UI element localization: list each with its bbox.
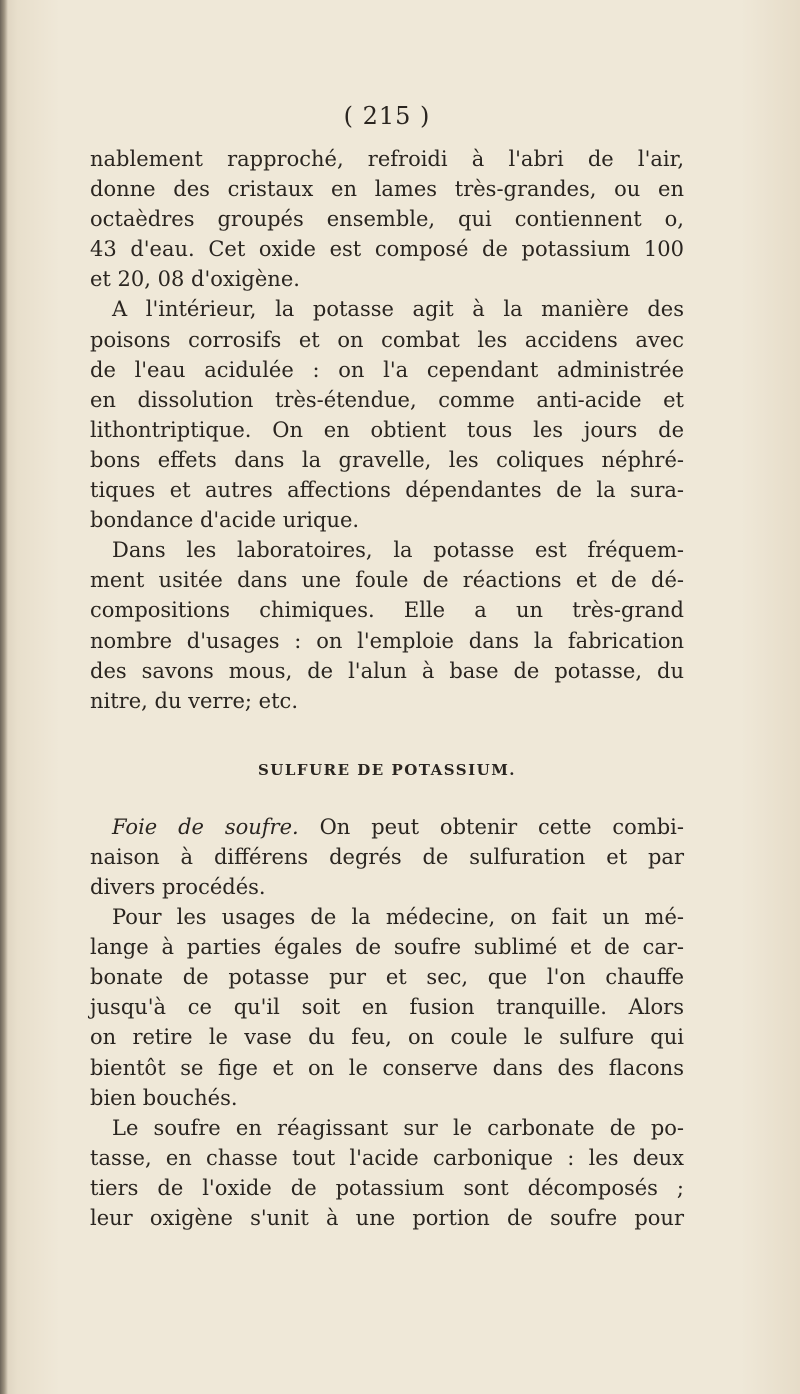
text-line: ment usitée dans une foule de réactions et de dé-	[90, 568, 684, 593]
text-line: bien bouchés.	[90, 1085, 238, 1110]
text-line: A l'intérieur, la potasse agit à la manière des	[112, 297, 684, 322]
page-number: ( 215 )	[343, 102, 431, 130]
page-content	[90, 100, 684, 1233]
text-line: de l'eau acidulée : on l'a cependant administrée	[90, 357, 684, 382]
italic-term: Foie de soufre.	[112, 814, 299, 839]
text-line: en dissolution très-étendue, comme anti-acide et	[90, 387, 684, 412]
paragraph-reaction	[90, 1113, 684, 1233]
text-line: nitre, du verre; etc.	[90, 688, 298, 713]
text-line: jusqu'à ce qu'il soit en fusion tranquille. Alors	[90, 995, 684, 1020]
binding-edge	[0, 0, 8, 1394]
text-line: des savons mous, de l'alun à base de potasse, du	[90, 658, 684, 683]
section-heading: SULFURE DE POTASSIUM.	[257, 760, 517, 779]
text-line: compositions chimiques. Elle a un très-grand	[90, 598, 684, 623]
text-line: lange à parties égales de soufre sublimé et de car-	[90, 935, 684, 960]
text-line: Le soufre en réagissant sur le carbonate de po-	[112, 1115, 684, 1140]
text-line: lithontriptique. On en obtient tous les jours de	[90, 417, 684, 442]
text-line: et 20, 08 d'oxigène.	[90, 267, 300, 292]
text-line: donne des cristaux en lames très-grandes, ou en	[90, 177, 684, 202]
text-fragment: On peut obtenir cette combi-	[298, 814, 684, 839]
text-line: poisons corrosifs et on combat les accidens avec	[90, 327, 684, 352]
text-line: divers procédés.	[90, 874, 266, 899]
text-line: tiers de l'oxide de potassium sont décomposés ;	[90, 1175, 684, 1200]
paragraph-laboratory-use	[90, 535, 684, 716]
text-line: bonate de potasse pur et sec, que l'on chauffe	[90, 965, 684, 990]
text-line: bientôt se fige et on le conserve dans des flacons	[90, 1055, 684, 1080]
text-line: Pour les usages de la médecine, on fait un mé-	[112, 905, 684, 930]
text-line: tiques et autres affections dépendantes de la sura-	[90, 478, 684, 503]
text-line: nablement rapproché, refroidi à l'abri de l'air,	[90, 147, 684, 171]
paragraph-oxide-description	[90, 144, 684, 294]
text-line: naison à différens degrés de sulfuration et par	[90, 844, 684, 869]
text-line: 43 d'eau. Cet oxide est composé de potassium 100	[90, 237, 684, 262]
text-line: octaèdres groupés ensemble, qui contiennent o,	[90, 207, 684, 232]
text-line	[90, 812, 684, 842]
text-line: nombre d'usages : on l'emploie dans la fabrication	[90, 628, 684, 653]
text-line: leur oxigène s'unit à une portion de soufre pour	[90, 1206, 684, 1230]
paragraph-internal-use	[90, 294, 684, 535]
paragraph-foie-de-soufre	[90, 812, 684, 902]
text-line: Dans les laboratoires, la potasse est fréquem-	[112, 538, 684, 563]
text-line: on retire le vase du feu, on coule le sulfure qui	[90, 1025, 684, 1050]
text-line: tasse, en chasse tout l'acide carbonique : les deux	[90, 1145, 684, 1170]
paragraph-medical-preparation	[90, 902, 684, 1113]
text-line: bondance d'acide urique.	[90, 508, 360, 533]
text-line: bons effets dans la gravelle, les coliques néphré-	[90, 447, 684, 472]
